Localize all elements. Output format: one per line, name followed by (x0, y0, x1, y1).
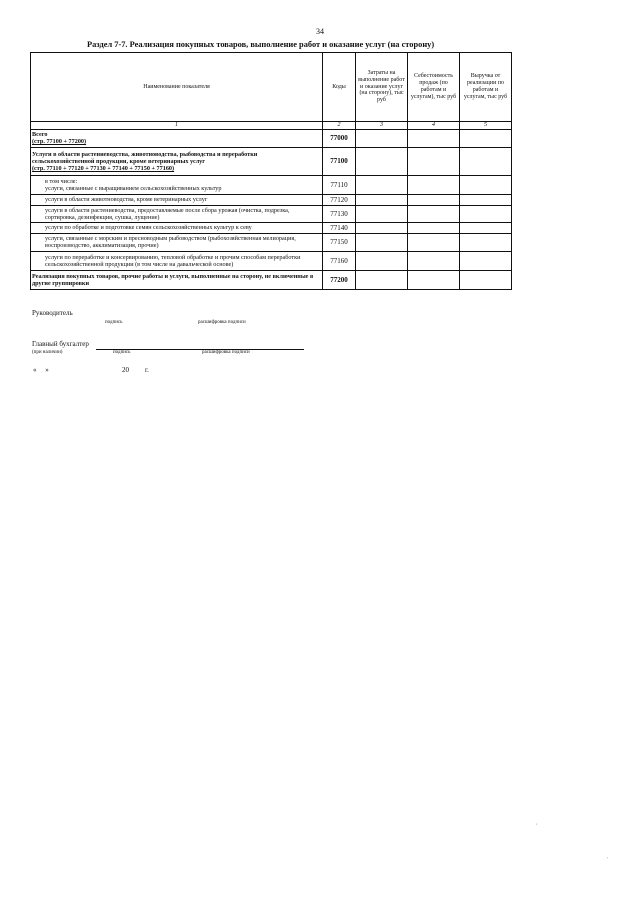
value-cell[interactable] (460, 233, 512, 251)
value-cell[interactable] (460, 205, 512, 222)
page-number: 34 (316, 27, 324, 36)
scan-mark: , (536, 820, 538, 826)
table-row (31, 251, 512, 270)
row-code: 77140 (323, 222, 356, 233)
column-number: 2 (323, 122, 356, 130)
accountant-signature-caption: подпись (113, 350, 131, 355)
column-number-row (31, 122, 512, 130)
value-cell[interactable] (460, 222, 512, 233)
row-name: услуги по обработке и подготовке семян сельскохозяйственных культур к севу (31, 222, 323, 233)
header-row (31, 53, 512, 122)
row-name-line: услуги, связанные с выращиванием сельскохозяйственных культур (45, 184, 222, 192)
value-cell[interactable] (356, 147, 408, 175)
value-cell[interactable] (408, 270, 460, 289)
table-row (31, 270, 512, 289)
row-name (31, 175, 323, 194)
row-name: услуги в области растениеводства, предоставляемые после сбора урожая (очистка, подрезка, сортировка, дезинфекция, сушка, лущение) (31, 205, 323, 222)
row-name (31, 147, 323, 175)
value-cell[interactable] (356, 251, 408, 270)
row-code: 77130 (323, 205, 356, 222)
value-cell[interactable] (356, 270, 408, 289)
accountant-decoding-caption: расшифровка подписи (202, 350, 250, 355)
value-cell[interactable] (408, 205, 460, 222)
value-cell[interactable] (408, 147, 460, 175)
table-row (31, 175, 512, 194)
value-cell[interactable] (356, 222, 408, 233)
table-row (31, 147, 512, 175)
value-cell[interactable] (408, 251, 460, 270)
header-cost-of-sales: Себестоимость продаж (по работам и услугам), тыс руб (408, 53, 460, 122)
scan-mark: ' (607, 857, 609, 863)
value-cell[interactable] (460, 251, 512, 270)
if-any-note: (при наличии) (32, 350, 63, 355)
row-code: 77100 (323, 147, 356, 175)
table-row (31, 233, 512, 251)
row-name: услуги по переработке и консервированию, тепловой обработке и прочим способам переработки сельскохозяйственной продукции (в том числе на давальческой основе) (31, 251, 323, 270)
head-signature-caption: подпись (105, 320, 123, 325)
table-row (31, 222, 512, 233)
row-name-line: (стр. 77110 + 77120 + 77130 + 77140 + 77150 + 77160) (32, 164, 175, 172)
value-cell[interactable] (408, 175, 460, 194)
header-costs: Затраты на выполнение работ и оказание услуг (на сторону), тыс руб (356, 53, 408, 122)
column-number: 5 (460, 122, 512, 130)
value-cell[interactable] (356, 233, 408, 251)
row-code: 77120 (323, 194, 356, 205)
value-cell[interactable] (460, 194, 512, 205)
header-name: Наименование показателя (31, 53, 323, 122)
table-row (31, 129, 512, 147)
row-name-line: Всего (32, 131, 48, 139)
value-cell[interactable] (356, 194, 408, 205)
date-suffix: г. (145, 366, 149, 374)
value-cell[interactable] (460, 129, 512, 147)
row-name: Реализация покупных товаров, прочие работы и услуги, выполненные на сторону, не включенные в другие группировки (31, 270, 323, 289)
table-row (31, 194, 512, 205)
row-name: услуги, связанные с морским и пресноводным рыбоводством (рыбохозяйственная мелиорация, воспроизводство, акклиматизация, прочие) (31, 233, 323, 251)
row-code: 77160 (323, 251, 356, 270)
value-cell[interactable] (460, 270, 512, 289)
head-label: Руководитель (32, 309, 73, 317)
value-cell[interactable] (356, 129, 408, 147)
head-decoding-caption: расшифровка подписи (198, 320, 246, 325)
accountant-label: Главный бухгалтер (32, 340, 89, 348)
value-cell[interactable] (408, 222, 460, 233)
row-code: 77200 (323, 270, 356, 289)
row-name: услуги в области животноводства, кроме ветеринарных услуг (31, 194, 323, 205)
value-cell[interactable] (356, 205, 408, 222)
column-number: 1 (31, 122, 323, 130)
date-day: « » (33, 366, 49, 374)
row-name (31, 129, 323, 147)
value-cell[interactable] (408, 129, 460, 147)
value-cell[interactable] (408, 233, 460, 251)
row-name-line: в том числе: (45, 177, 78, 185)
row-code: 77150 (323, 233, 356, 251)
row-code: 77000 (323, 129, 356, 147)
row-name-line: Услуги в области растениеводства, животноводства, рыбоводства и переработки сельскохозяйственной продукции, кроме ветеринарных услуг (32, 150, 258, 165)
row-code: 77110 (323, 175, 356, 194)
value-cell[interactable] (460, 147, 512, 175)
table-row (31, 205, 512, 222)
header-code: Коды (323, 53, 356, 122)
value-cell[interactable] (356, 175, 408, 194)
value-cell[interactable] (460, 175, 512, 194)
report-table (30, 52, 512, 290)
column-number: 3 (356, 122, 408, 130)
value-cell[interactable] (408, 194, 460, 205)
row-name-line: (стр. 77100 + 77200) (32, 138, 87, 146)
date-year: 20 (122, 366, 129, 374)
section-title: Раздел 7-7. Реализация покупных товаров, выполнение работ и оказание услуг (на сторону) (87, 40, 435, 49)
column-number: 4 (408, 122, 460, 130)
header-revenue: Выручка от реализации по работам и услугам, тыс руб (460, 53, 512, 122)
